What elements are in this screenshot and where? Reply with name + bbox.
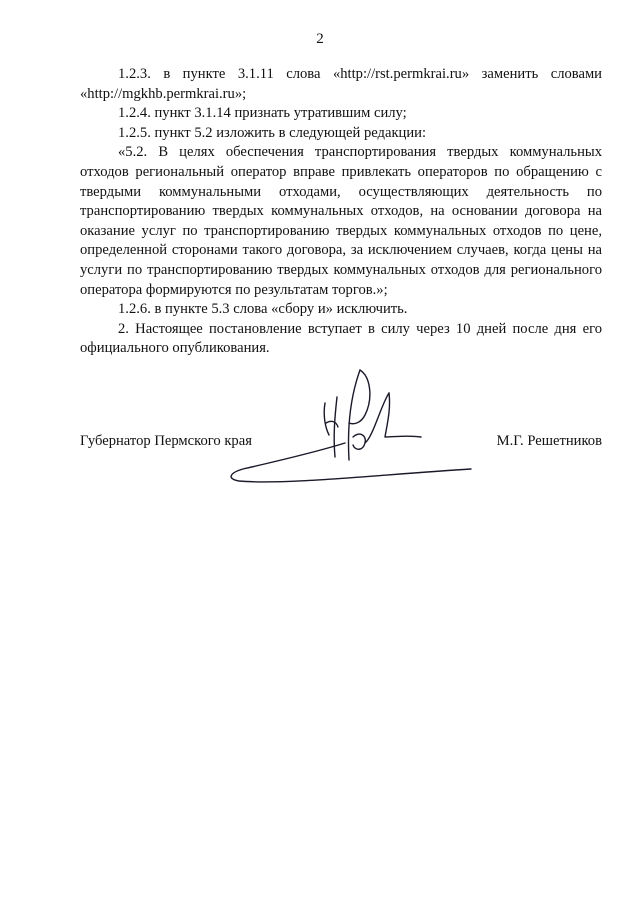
paragraph-2-effective-date: 2. Настоящее постановление вступает в силу через 10 дней после дня его официального опубликования. — [80, 320, 602, 357]
handwritten-signature — [225, 365, 480, 490]
paragraph-1-2-4: 1.2.4. пункт 3.1.14 признать утратившим силу; — [118, 105, 407, 122]
signatory-name: М.Г. Решетников — [496, 433, 602, 449]
paragraph-1-2-3: 1.2.3. в пункте 3.1.11 слова «http://rst.permkrai.ru» заменить словами «http://mgkhb.permkrai.ru»; — [80, 66, 602, 102]
page-number: 2 — [316, 31, 324, 47]
document-body — [80, 65, 602, 359]
paragraph-1-2-6: 1.2.6. в пункте 5.3 слова «сбору и» исключить. — [118, 301, 408, 318]
paragraph-5-2-quote: «5.2. В целях обеспечения транспортирования твердых коммунальных отходов региональный оператор вправе привлекать операторов по обращению с твердыми коммунальными отходами, осуществляющих деятельность по транспортированию твердых коммунальных отходов, на основании договора на оказание услуг по транспортированию твердых коммунальных отходов по цене, определенной сторонами такого договора, за исключением случаев, когда цены на услуги по транспортированию твердых коммунальных отходов для регионального оператора формируются по результатам торгов.»; — [80, 144, 602, 298]
paragraph-1-2-5: 1.2.5. пункт 5.2 изложить в следующей редакции: — [118, 124, 427, 141]
signatory-title: Губернатор Пермского края — [80, 433, 252, 449]
